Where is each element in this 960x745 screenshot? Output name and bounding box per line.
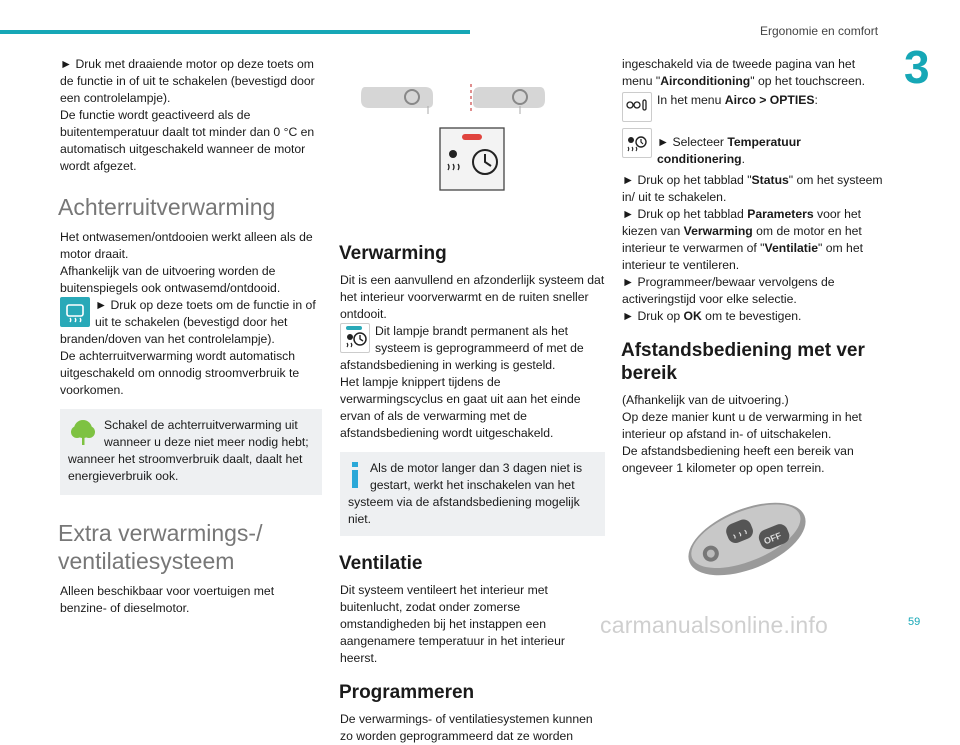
info-note-text: Als de motor langer dan 3 dagen niet is gestart, werkt het inschakelen van het systeem via de afstandsbediening mogelijk niet. — [348, 461, 583, 526]
info-icon — [348, 460, 362, 490]
paragraph: ► Druk op het tabblad "Status" om het systeem in/ uit te schakelen. — [622, 173, 883, 204]
heading-ventilation: Ventilatie — [339, 553, 423, 574]
paragraph: Dit lampje brandt permanent als het systeem is geprogrammeerd of met de afstandsbediening in werking is gesteld. — [340, 324, 584, 372]
paragraph: De verwarmings- of ventilatiesystemen kunnen zo worden geprogrammeerd dat ze worden — [340, 712, 593, 743]
paragraph: ► Druk met draaiende motor op deze toets om de functie in of uit te schakelen (bevestigd door een controlelampje). — [60, 57, 315, 105]
heading-programming: Programmeren — [339, 682, 475, 703]
chapter-number: 3 — [904, 41, 930, 93]
paragraph: In het menu Airco > OPTIES: — [657, 93, 818, 107]
off-button-label: OFF — [762, 530, 783, 547]
column-3 — [622, 56, 884, 602]
paragraph: De achterruitverwarming wordt automatisch uitgeschakeld om onnodig stroomverbruik te voorkomen. — [60, 349, 300, 397]
paragraph: ► Selecteer Temperatuur conditionering. — [657, 135, 801, 166]
remote-control-illustration — [622, 487, 884, 597]
heater-timer-icon — [340, 323, 370, 353]
fan-temperature-icon — [622, 92, 652, 122]
heading-long-range-remote: Afstandsbediening met ver bereik — [621, 340, 865, 384]
column-1 — [60, 56, 322, 617]
paragraph: ► Druk op OK om te bevestigen. — [622, 309, 802, 323]
paragraph: ► Druk op deze toets om de functie in of uit te schakelen (bevestigd door het branden/doven van het controlelampje). — [60, 298, 316, 346]
paragraph: Dit is een aanvullend en afzonderlijk systeem dat het interieur voorverwarmt en de ruiten sneller ontdooit. — [340, 273, 605, 321]
paragraph: De functie wordt geactiveerd als de buitentemperatuur daalt tot minder dan 0 °C en automatisch uitgeschakeld wanneer de motor wordt afgezet. — [60, 108, 315, 173]
paragraph: Op deze manier kunt u de verwarming in het interieur op afstand in- of uitschakelen. — [622, 410, 862, 441]
heading-rear-window-heating: Achterruitverwarming — [58, 194, 276, 220]
eco-leaf-icon — [68, 417, 98, 447]
section-title: Ergonomie en comfort — [760, 24, 879, 38]
paragraph: De afstandsbediening heeft een bereik van ongeveer 1 kilometer op open terrein. — [622, 444, 854, 475]
paragraph: ingeschakeld via de tweede pagina van het menu "Airconditioning" op het touchscreen. — [622, 57, 866, 88]
info-note — [340, 452, 605, 536]
heading-heating: Verwarming — [339, 243, 447, 264]
page-number: 59 — [908, 616, 921, 628]
paragraph: ► Programmeer/bewaar vervolgens de activeringstijd voor elke selectie. — [622, 275, 835, 306]
eco-note-text: Schakel de achterruitverwarming uit wanneer u deze niet meer nodig hebt; wanneer het stroomverbruik daalt, daalt het energieverbruik ook. — [68, 418, 309, 483]
heater-timer-icon — [622, 128, 652, 158]
paragraph: ► Druk op het tabblad Parameters voor het kiezen van Verwarming om de motor en het interieur te verwarmen of "Ventilatie" om het interieur te ventileren. — [622, 207, 864, 272]
watermark: carmanualsonline.info — [600, 612, 828, 638]
paragraph: Alleen beschikbaar voor voertuigen met benzine- of dieselmotor. — [60, 584, 275, 615]
paragraph: Het lampje knippert tijdens de verwarmingscyclus en gaat uit aan het einde ervan of als de verwarming met de afstandsbediening wordt uitgeschakeld. — [340, 375, 581, 440]
paragraph: Het ontwasemen/ontdooien werkt alleen als de motor draait. — [60, 230, 313, 261]
dashboard-diagram — [340, 82, 605, 234]
eco-note — [60, 409, 322, 495]
rear-defrost-icon — [60, 297, 90, 327]
heading-extra-heating: Extra verwarmings-/ ventilatiesysteem — [58, 520, 263, 574]
paragraph: Dit systeem ventileert het interieur met buitenlucht, zodat onder zomerse omstandigheden bij het instappen een aangenamere temperatuur in het interieur heerst. — [340, 583, 565, 665]
paragraph: Afhankelijk van de uitvoering worden de buitenspiegels ook ontwasemd/ontdooid. — [60, 264, 281, 295]
column-2 — [340, 82, 605, 745]
header-accent-bar — [0, 30, 470, 34]
paragraph: (Afhankelijk van de uitvoering.) — [622, 393, 789, 407]
